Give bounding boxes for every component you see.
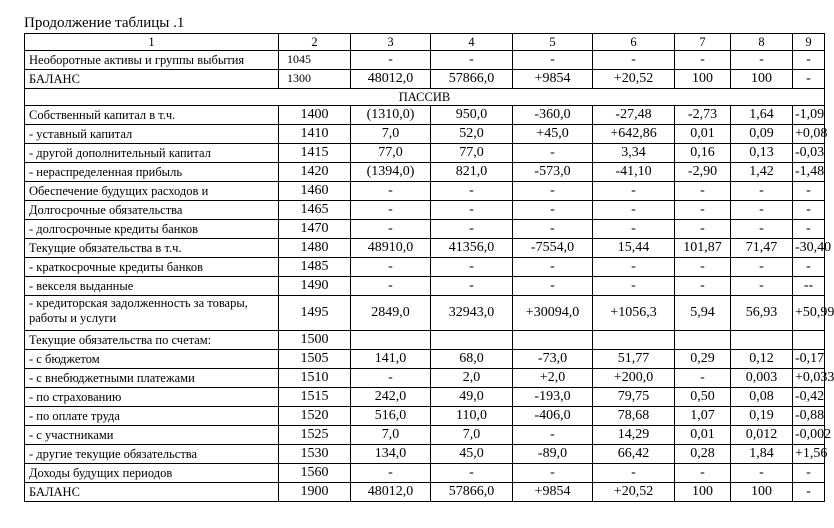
row-value: 57866,0 bbox=[431, 483, 513, 502]
row-code: 1900 bbox=[279, 483, 351, 502]
row-value: 68,0 bbox=[431, 350, 513, 369]
table-row bbox=[25, 125, 825, 144]
row-value bbox=[431, 331, 513, 350]
row-label: Текущие обязательства по счетам: bbox=[25, 331, 279, 350]
row-value: -73,0 bbox=[513, 350, 593, 369]
row-value: - bbox=[431, 201, 513, 220]
table-row bbox=[25, 220, 825, 239]
row-label: Долгосрочные обязательства bbox=[25, 201, 279, 220]
row-value: -0,002 bbox=[793, 426, 825, 445]
table-row bbox=[25, 445, 825, 464]
row-code: 1530 bbox=[279, 445, 351, 464]
balance-table bbox=[24, 33, 834, 502]
row-value: 48012,0 bbox=[351, 483, 431, 502]
row-value: - bbox=[593, 258, 675, 277]
row-value: - bbox=[675, 220, 731, 239]
row-value: 0,012 bbox=[731, 426, 793, 445]
row-value: - bbox=[731, 277, 793, 296]
row-value: - bbox=[675, 369, 731, 388]
row-code: 1045 bbox=[279, 51, 351, 70]
row-label: - с бюджетом bbox=[25, 350, 279, 369]
row-value bbox=[513, 331, 593, 350]
row-value: +30094,0 bbox=[513, 296, 593, 331]
row-value: 100 bbox=[731, 483, 793, 502]
row-value: -1,09 bbox=[793, 106, 825, 125]
row-value: -193,0 bbox=[513, 388, 593, 407]
row-value: 5,94 bbox=[675, 296, 731, 331]
row-value: 141,0 bbox=[351, 350, 431, 369]
row-value: +1,56 bbox=[793, 445, 825, 464]
row-value: - bbox=[593, 464, 675, 483]
row-value: 15,44 bbox=[593, 239, 675, 258]
row-value: 7,0 bbox=[351, 426, 431, 445]
row-value: -2,73 bbox=[675, 106, 731, 125]
header-cell: 5 bbox=[513, 34, 593, 51]
row-value: -0,03 bbox=[793, 144, 825, 163]
row-value: -1,48 bbox=[793, 163, 825, 182]
row-value: - bbox=[513, 144, 593, 163]
row-value: - bbox=[675, 201, 731, 220]
row-code: 1560 bbox=[279, 464, 351, 483]
row-code: 1510 bbox=[279, 369, 351, 388]
table-body bbox=[25, 34, 834, 502]
row-value: - bbox=[593, 277, 675, 296]
row-value: - bbox=[513, 220, 593, 239]
row-value: -406,0 bbox=[513, 407, 593, 426]
row-value: -573,0 bbox=[513, 163, 593, 182]
table-row bbox=[25, 106, 825, 125]
row-value: - bbox=[513, 277, 593, 296]
row-label: Обеспечение будущих расходов и bbox=[25, 182, 279, 201]
row-value: 2849,0 bbox=[351, 296, 431, 331]
row-value: - bbox=[351, 277, 431, 296]
table-row bbox=[25, 483, 825, 502]
row-value: +50,99 bbox=[793, 296, 825, 331]
row-label: - краткосрочные кредиты банков bbox=[25, 258, 279, 277]
row-label: - другой дополнительный капитал bbox=[25, 144, 279, 163]
row-label: Необоротные активы и группы выбытия bbox=[25, 51, 279, 70]
table-row bbox=[25, 369, 825, 388]
row-value: 51,77 bbox=[593, 350, 675, 369]
row-value: -41,10 bbox=[593, 163, 675, 182]
row-value: - bbox=[675, 464, 731, 483]
row-code: 1490 bbox=[279, 277, 351, 296]
row-value: - bbox=[731, 201, 793, 220]
row-code: 1465 bbox=[279, 201, 351, 220]
row-value: - bbox=[431, 464, 513, 483]
row-value: 7,0 bbox=[351, 125, 431, 144]
row-value: - bbox=[675, 51, 731, 70]
row-value: - bbox=[513, 182, 593, 201]
row-value: 100 bbox=[731, 70, 793, 89]
row-value: 14,29 bbox=[593, 426, 675, 445]
row-value: +1056,3 bbox=[593, 296, 675, 331]
header-cell: 2 bbox=[279, 34, 351, 51]
row-code: 1505 bbox=[279, 350, 351, 369]
row-value: - bbox=[351, 220, 431, 239]
row-value: -89,0 bbox=[513, 445, 593, 464]
table-row bbox=[25, 70, 825, 89]
row-value: 2,0 bbox=[431, 369, 513, 388]
table-row bbox=[25, 163, 825, 182]
row-value: - bbox=[513, 426, 593, 445]
row-label: БАЛАНС bbox=[25, 483, 279, 502]
row-value: -2,90 bbox=[675, 163, 731, 182]
row-value: - bbox=[731, 182, 793, 201]
row-value: - bbox=[431, 51, 513, 70]
row-label: - нераспределенная прибыль bbox=[25, 163, 279, 182]
row-value: - bbox=[351, 182, 431, 201]
row-value: - bbox=[793, 258, 825, 277]
row-value: 950,0 bbox=[431, 106, 513, 125]
row-value: +2,0 bbox=[513, 369, 593, 388]
row-value: 0,29 bbox=[675, 350, 731, 369]
row-value: +642,86 bbox=[593, 125, 675, 144]
row-value: +9854 bbox=[513, 70, 593, 89]
row-value: 41356,0 bbox=[431, 239, 513, 258]
row-value: - bbox=[593, 201, 675, 220]
row-value: - bbox=[675, 258, 731, 277]
table-row bbox=[25, 464, 825, 483]
table-row bbox=[25, 239, 825, 258]
row-value: 0,09 bbox=[731, 125, 793, 144]
row-value: 66,42 bbox=[593, 445, 675, 464]
row-value: - bbox=[675, 182, 731, 201]
row-value: - bbox=[431, 277, 513, 296]
table-caption: Продолжение таблицы .1 bbox=[24, 15, 185, 31]
table-row bbox=[25, 426, 825, 445]
row-value: 57866,0 bbox=[431, 70, 513, 89]
row-label: - кредиторская задолженность за товары, работы и услуги bbox=[25, 296, 279, 331]
row-value: 49,0 bbox=[431, 388, 513, 407]
row-value bbox=[593, 331, 675, 350]
row-value: 79,75 bbox=[593, 388, 675, 407]
row-value: 0,003 bbox=[731, 369, 793, 388]
row-value: 78,68 bbox=[593, 407, 675, 426]
row-value: - bbox=[731, 51, 793, 70]
row-value: - bbox=[793, 51, 825, 70]
row-value bbox=[731, 331, 793, 350]
row-value: 134,0 bbox=[351, 445, 431, 464]
row-value: - bbox=[431, 258, 513, 277]
row-code: 1470 bbox=[279, 220, 351, 239]
row-value: 45,0 bbox=[431, 445, 513, 464]
row-value: 821,0 bbox=[431, 163, 513, 182]
table-row bbox=[25, 258, 825, 277]
row-value: 77,0 bbox=[431, 144, 513, 163]
row-label: БАЛАНС bbox=[25, 70, 279, 89]
table-row bbox=[25, 277, 825, 296]
row-value: +200,0 bbox=[593, 369, 675, 388]
row-value: - bbox=[793, 220, 825, 239]
row-value: 56,93 bbox=[731, 296, 793, 331]
row-value: - bbox=[593, 51, 675, 70]
row-value: 77,0 bbox=[351, 144, 431, 163]
row-value bbox=[351, 331, 431, 350]
row-value: - bbox=[593, 220, 675, 239]
row-value: 516,0 bbox=[351, 407, 431, 426]
row-value: -30,40 bbox=[793, 239, 825, 258]
header-cell: 4 bbox=[431, 34, 513, 51]
row-value: 1,64 bbox=[731, 106, 793, 125]
header-cell: 7 bbox=[675, 34, 731, 51]
row-value: 0,16 bbox=[675, 144, 731, 163]
row-value: - bbox=[731, 220, 793, 239]
table-row bbox=[25, 331, 825, 350]
row-value: +0,033 bbox=[793, 369, 825, 388]
row-value: +0,08 bbox=[793, 125, 825, 144]
row-value: - bbox=[351, 369, 431, 388]
row-value: - bbox=[593, 182, 675, 201]
row-value: +9854 bbox=[513, 483, 593, 502]
row-value: - bbox=[793, 182, 825, 201]
row-value: - bbox=[351, 51, 431, 70]
row-label: - с участниками bbox=[25, 426, 279, 445]
row-value: - bbox=[793, 201, 825, 220]
row-label: - долгосрочные кредиты банков bbox=[25, 220, 279, 239]
section-row bbox=[25, 89, 825, 106]
row-value: 100 bbox=[675, 483, 731, 502]
row-value: +20,52 bbox=[593, 483, 675, 502]
row-value: -27,48 bbox=[593, 106, 675, 125]
row-value: 0,12 bbox=[731, 350, 793, 369]
row-value: - bbox=[513, 258, 593, 277]
row-value: 242,0 bbox=[351, 388, 431, 407]
row-code: 1460 bbox=[279, 182, 351, 201]
row-value: - bbox=[513, 51, 593, 70]
row-label: - по страхованию bbox=[25, 388, 279, 407]
table-row bbox=[25, 388, 825, 407]
row-value: 32943,0 bbox=[431, 296, 513, 331]
row-value: - bbox=[513, 464, 593, 483]
row-value: 1,84 bbox=[731, 445, 793, 464]
row-label: Текущие обязательства в т.ч. bbox=[25, 239, 279, 258]
row-code: 1480 bbox=[279, 239, 351, 258]
row-value: (1310,0) bbox=[351, 106, 431, 125]
row-value: 0,50 bbox=[675, 388, 731, 407]
row-value: - bbox=[351, 258, 431, 277]
row-value: +20,52 bbox=[593, 70, 675, 89]
row-value: -0,17 bbox=[793, 350, 825, 369]
row-value: - bbox=[513, 201, 593, 220]
table-row bbox=[25, 296, 825, 331]
row-code: 1420 bbox=[279, 163, 351, 182]
row-value: - bbox=[793, 70, 825, 89]
row-value: - bbox=[731, 258, 793, 277]
row-code: 1415 bbox=[279, 144, 351, 163]
row-value bbox=[675, 331, 731, 350]
row-label: Собственный капитал в т.ч. bbox=[25, 106, 279, 125]
table-row bbox=[25, 51, 825, 70]
row-code: 1495 bbox=[279, 296, 351, 331]
table-row bbox=[25, 407, 825, 426]
row-value: - bbox=[431, 182, 513, 201]
row-value: 1,07 bbox=[675, 407, 731, 426]
row-value: 0,01 bbox=[675, 426, 731, 445]
table-row bbox=[25, 201, 825, 220]
row-value: -0,42 bbox=[793, 388, 825, 407]
row-code: 1525 bbox=[279, 426, 351, 445]
row-value: 0,08 bbox=[731, 388, 793, 407]
table-row bbox=[25, 350, 825, 369]
row-value: 48012,0 bbox=[351, 70, 431, 89]
header-cell: 3 bbox=[351, 34, 431, 51]
header-cell: 8 bbox=[731, 34, 793, 51]
row-value: 100 bbox=[675, 70, 731, 89]
row-code: 1400 bbox=[279, 106, 351, 125]
row-value: (1394,0) bbox=[351, 163, 431, 182]
row-value: - bbox=[351, 201, 431, 220]
row-value: - bbox=[351, 464, 431, 483]
header-cell: 1 bbox=[25, 34, 279, 51]
row-value: - bbox=[731, 464, 793, 483]
row-value: 7,0 bbox=[431, 426, 513, 445]
section-label: ПАССИВ bbox=[25, 89, 825, 106]
row-value: 48910,0 bbox=[351, 239, 431, 258]
table-row bbox=[25, 182, 825, 201]
row-value: -360,0 bbox=[513, 106, 593, 125]
row-code: 1515 bbox=[279, 388, 351, 407]
row-value bbox=[793, 331, 825, 350]
row-label: - с внебюджетными платежами bbox=[25, 369, 279, 388]
row-code: 1520 bbox=[279, 407, 351, 426]
row-code: 1485 bbox=[279, 258, 351, 277]
row-value: - bbox=[793, 464, 825, 483]
row-value: 110,0 bbox=[431, 407, 513, 426]
row-label: - уставный капитал bbox=[25, 125, 279, 144]
row-label: - по оплате труда bbox=[25, 407, 279, 426]
row-label: Доходы будущих периодов bbox=[25, 464, 279, 483]
row-label: - другие текущие обязательства bbox=[25, 445, 279, 464]
row-value: -0,88 bbox=[793, 407, 825, 426]
row-value: +45,0 bbox=[513, 125, 593, 144]
row-code: 1410 bbox=[279, 125, 351, 144]
header-cell: 9 bbox=[793, 34, 825, 51]
header-row bbox=[25, 34, 825, 51]
row-value: 52,0 bbox=[431, 125, 513, 144]
row-label: - векселя выданные bbox=[25, 277, 279, 296]
row-value: 0,19 bbox=[731, 407, 793, 426]
row-value: - bbox=[431, 220, 513, 239]
row-value: -7554,0 bbox=[513, 239, 593, 258]
row-value: 1,42 bbox=[731, 163, 793, 182]
row-value: 3,34 bbox=[593, 144, 675, 163]
row-value: - bbox=[793, 483, 825, 502]
row-code: 1500 bbox=[279, 331, 351, 350]
row-value: 0,13 bbox=[731, 144, 793, 163]
table-row bbox=[25, 144, 825, 163]
row-code: 1300 bbox=[279, 70, 351, 89]
row-value: -- bbox=[793, 277, 825, 296]
row-value: 101,87 bbox=[675, 239, 731, 258]
row-value: - bbox=[675, 277, 731, 296]
row-value: 0,28 bbox=[675, 445, 731, 464]
header-cell: 6 bbox=[593, 34, 675, 51]
row-value: 0,01 bbox=[675, 125, 731, 144]
row-value: 71,47 bbox=[731, 239, 793, 258]
